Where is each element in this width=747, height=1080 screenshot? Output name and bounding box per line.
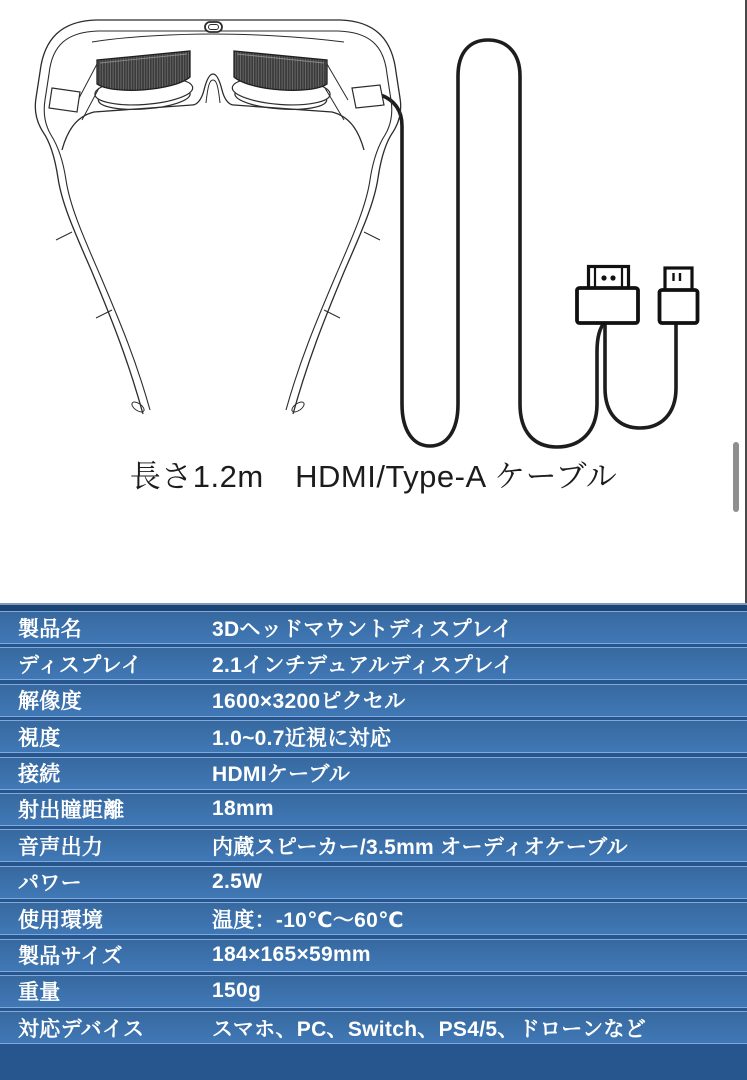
spec-label: 製品名: [18, 617, 82, 641]
spec-label: 使用環境: [18, 908, 104, 932]
cable-branch: [605, 321, 676, 428]
spec-value: 150g: [212, 979, 262, 1003]
spec-rows-container: [0, 611, 747, 1044]
spec-table: [0, 603, 747, 1080]
spec-row: [0, 829, 747, 862]
spec-row: [0, 902, 747, 935]
product-line-drawing: [0, 0, 747, 455]
spec-value: 1.0~0.7近視に対応: [212, 726, 392, 750]
spec-row: [0, 939, 747, 972]
spec-row: [0, 720, 747, 753]
spec-row: [0, 647, 747, 680]
spec-label: ディスプレイ: [18, 653, 143, 677]
nose-arch-inner: [206, 80, 220, 103]
cable-drawing: [378, 40, 676, 447]
spec-label: 射出瞳距離: [18, 799, 125, 823]
type-a-connector-icon: [660, 268, 698, 323]
top-button: [205, 22, 222, 32]
spec-row: [0, 1011, 747, 1044]
spec-label: 接続: [18, 763, 61, 787]
spec-value: 2.5W: [212, 870, 263, 894]
spec-row: [0, 757, 747, 790]
hdmi-connector-icon: [577, 267, 638, 324]
lens-barrels: [97, 51, 327, 90]
cable-caption: 長さ1.2m HDMI/Type-A ケーブル: [129, 459, 618, 494]
spec-table-top-band: [0, 603, 747, 611]
spec-label: 製品サイズ: [18, 945, 123, 969]
cable-main: [378, 40, 605, 447]
spec-value: 3Dヘッドマウントディスプレイ: [212, 617, 513, 641]
front-top-edge: [92, 34, 344, 42]
spec-value: HDMIケーブル: [212, 763, 351, 787]
spec-row: [0, 866, 747, 899]
spec-value: 2.1インチデュアルディスプレイ: [212, 653, 514, 677]
spec-label: 視度: [18, 726, 61, 750]
spec-label: 対応デバイス: [18, 1017, 145, 1041]
spec-label: パワー: [18, 872, 82, 896]
spec-label: 音声出力: [18, 835, 104, 859]
spec-row: [0, 975, 747, 1008]
spec-label: 重量: [18, 981, 61, 1005]
spec-value: 1600×3200ピクセル: [212, 690, 406, 714]
spec-label: 解像度: [18, 690, 82, 714]
spec-row: [0, 793, 747, 826]
spec-value: スマホ、PC、Switch、PS4/5、ドローンなど: [212, 1017, 647, 1041]
glasses-drawing: [35, 20, 400, 414]
spec-row: [0, 684, 747, 717]
spec-value: 184×165×59mm: [212, 943, 371, 967]
spec-value: 温度：-10℃〜60℃: [212, 908, 404, 932]
temple-details: [56, 232, 380, 414]
spec-value: 18mm: [212, 797, 274, 821]
scrollbar-thumb[interactable]: [733, 442, 739, 512]
spec-value: 内蔵スピーカー/3.5mm オーディオケーブル: [212, 835, 628, 859]
spec-row: [0, 611, 747, 644]
